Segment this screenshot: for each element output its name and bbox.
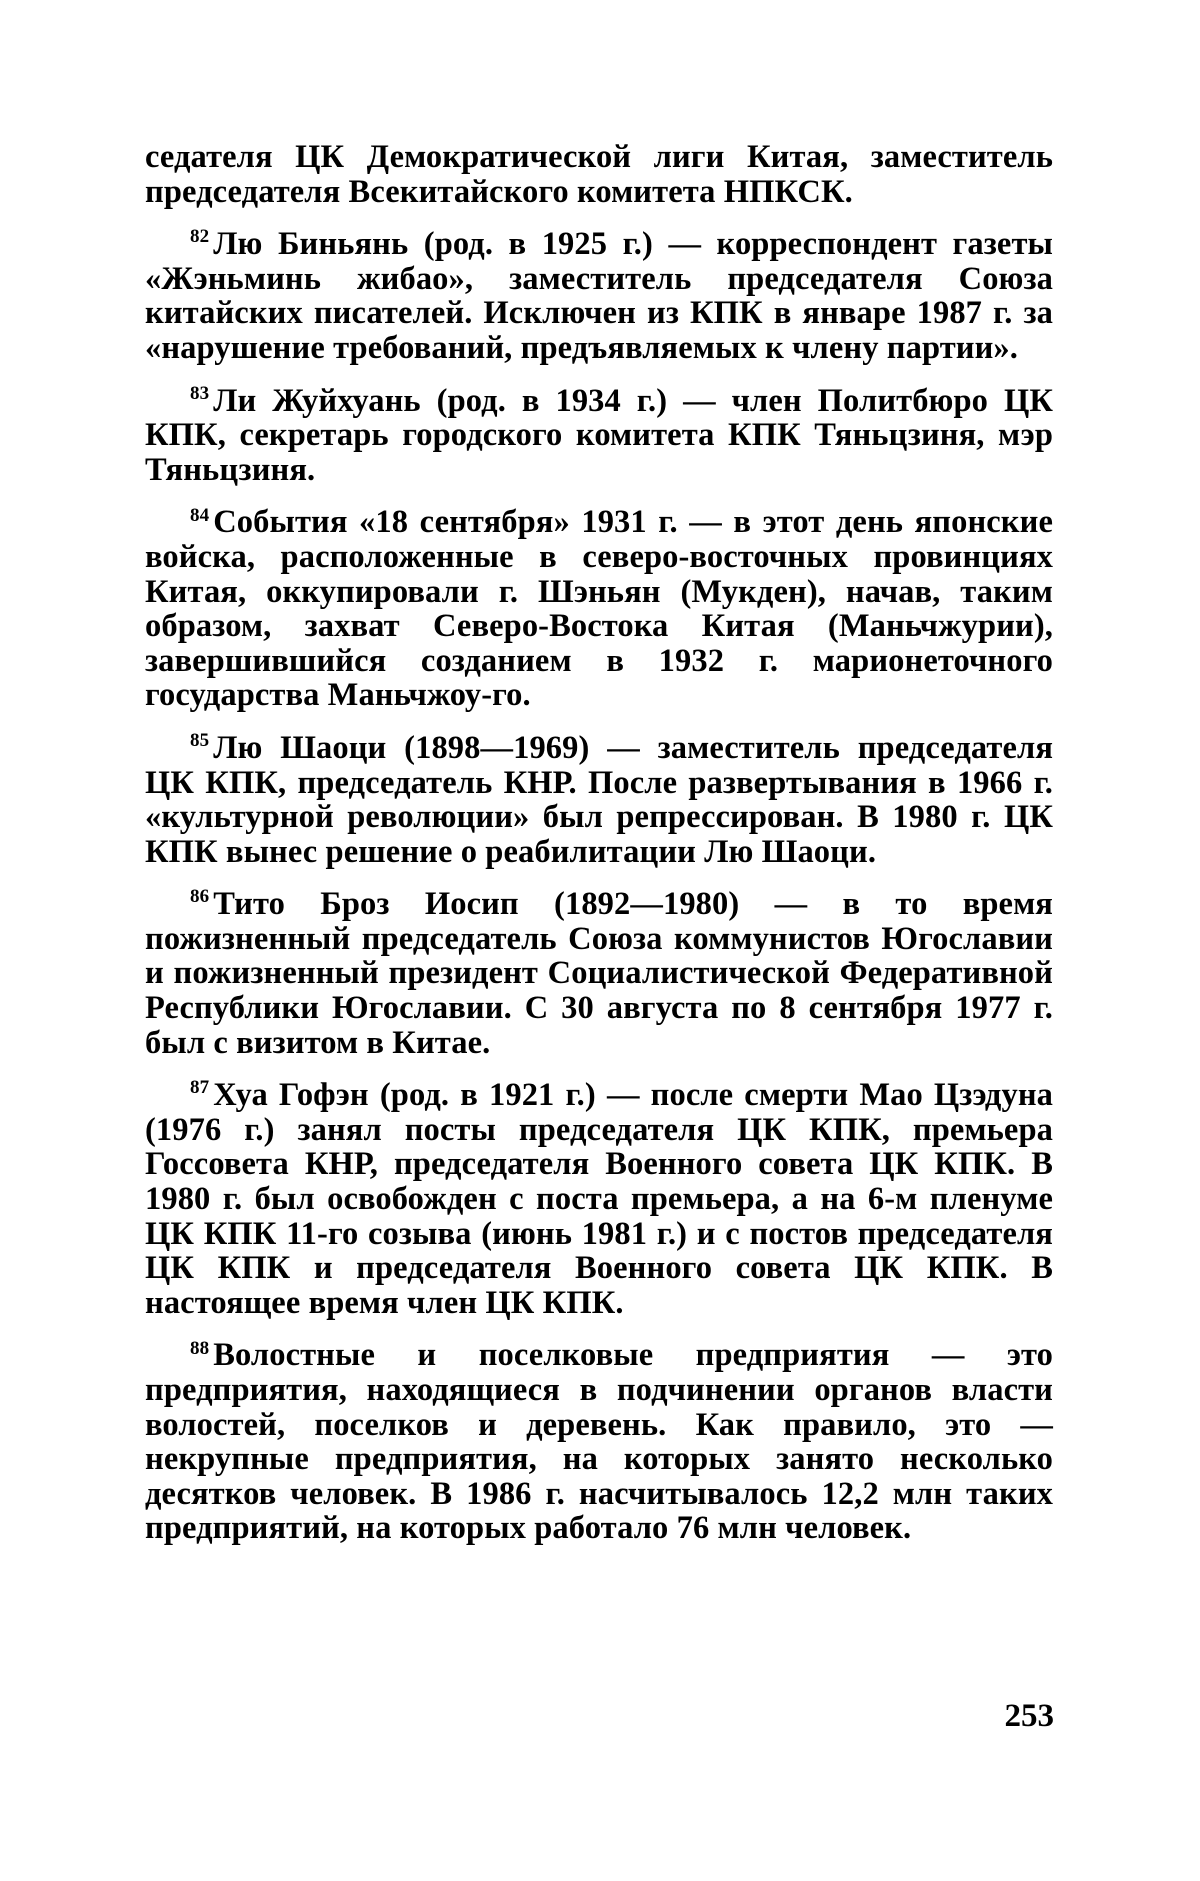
footnote-88 [145, 1338, 1053, 1546]
paragraph-text: седателя ЦК Демократической лиги Китая, заместитель председателя Всекитайского комитета НПКСК. [145, 139, 1053, 210]
footnote-text: Лю Биньянь (род. в 1925 г.) — корреспондент газеты «Жэньминь жибао», заместитель председателя Союза китайских писателей. Исключен из КПК в январе 1987 г. за «нарушение требований, предъявляемых к члену партии». [145, 226, 1053, 366]
footnote-text: События «18 сентября» 1931 г. — в этот день японские войска, расположенные в северо-восточных провинциях Китая, оккупировали г. Шэньян (Мукден), начав, таким образом, захват Северо-Востока Китая (Маньчжурии), завершившийся созданием в 1932 г. марионеточного государства Маньчжоу-го. [145, 504, 1053, 714]
footnote-text: Тито Броз Иосип (1892—1980) — в то время пожизненный председатель Союза коммунистов Югославии и пожизненный президент Социалистической Федеративной Республики Югославии. С 30 августа по 8 сентября 1977 г. был с визитом в Китае. [145, 886, 1053, 1061]
footnote-text: Ли Жуйхуань (род. в 1934 г.) — член Политбюро ЦК КПК, секретарь городского комитета КПК Тяньцзиня, мэр Тяньцзиня. [145, 382, 1053, 488]
footnote-83 [145, 384, 1053, 488]
footnote-number: 88 [190, 1337, 210, 1359]
footnote-number: 85 [190, 730, 210, 752]
footnote-text: Хуа Гофэн (род. в 1921 г.) — после смерти Мао Цзэдуна (1976 г.) занял посты председателя ЦК КПК, премьера Госсовета КНР, председателя Военного совета ЦК КПК. В 1980 г. был освобожден с поста премьера, а на 6-м пленуме ЦК КПК 11-го созыва (июнь 1981 г.) и с постов председателя ЦК КПК и председателя Военного совета ЦК КПК. В настоящее время член ЦК КПК. [145, 1077, 1053, 1321]
footnote-number: 86 [190, 886, 210, 908]
footnote-86 [145, 887, 1053, 1060]
page-body [145, 140, 1053, 1546]
footnote-text: Волостные и поселковые предприятия — это предприятия, находящиеся в подчинении органов власти волостей, поселков и деревень. Как правило, это — некрупные предприятия, на которых занято несколько десятков человек. В 1986 г. насчитывалось 12,2 млн таких предприятий, на которых работало 76 млн человек. [145, 1337, 1053, 1547]
footnote-number: 83 [190, 382, 210, 404]
footnote-number: 84 [190, 504, 210, 526]
footnote-number: 87 [190, 1077, 210, 1099]
footnote-84 [145, 505, 1053, 713]
footnote-87 [145, 1078, 1053, 1320]
footnote-82 [145, 227, 1053, 365]
page-number: 253 [1004, 1698, 1054, 1734]
footnote-text: Лю Шаоци (1898—1969) — заместитель председателя ЦК КПК, председатель КНР. После развертывания в 1966 г. «культурной революции» был репрессирован. В 1980 г. ЦК КПК вынес решение о реабилитации Лю Шаоци. [145, 729, 1053, 870]
footnote-85 [145, 731, 1053, 869]
paragraph-continuation [145, 140, 1053, 209]
footnote-number: 82 [190, 226, 210, 248]
